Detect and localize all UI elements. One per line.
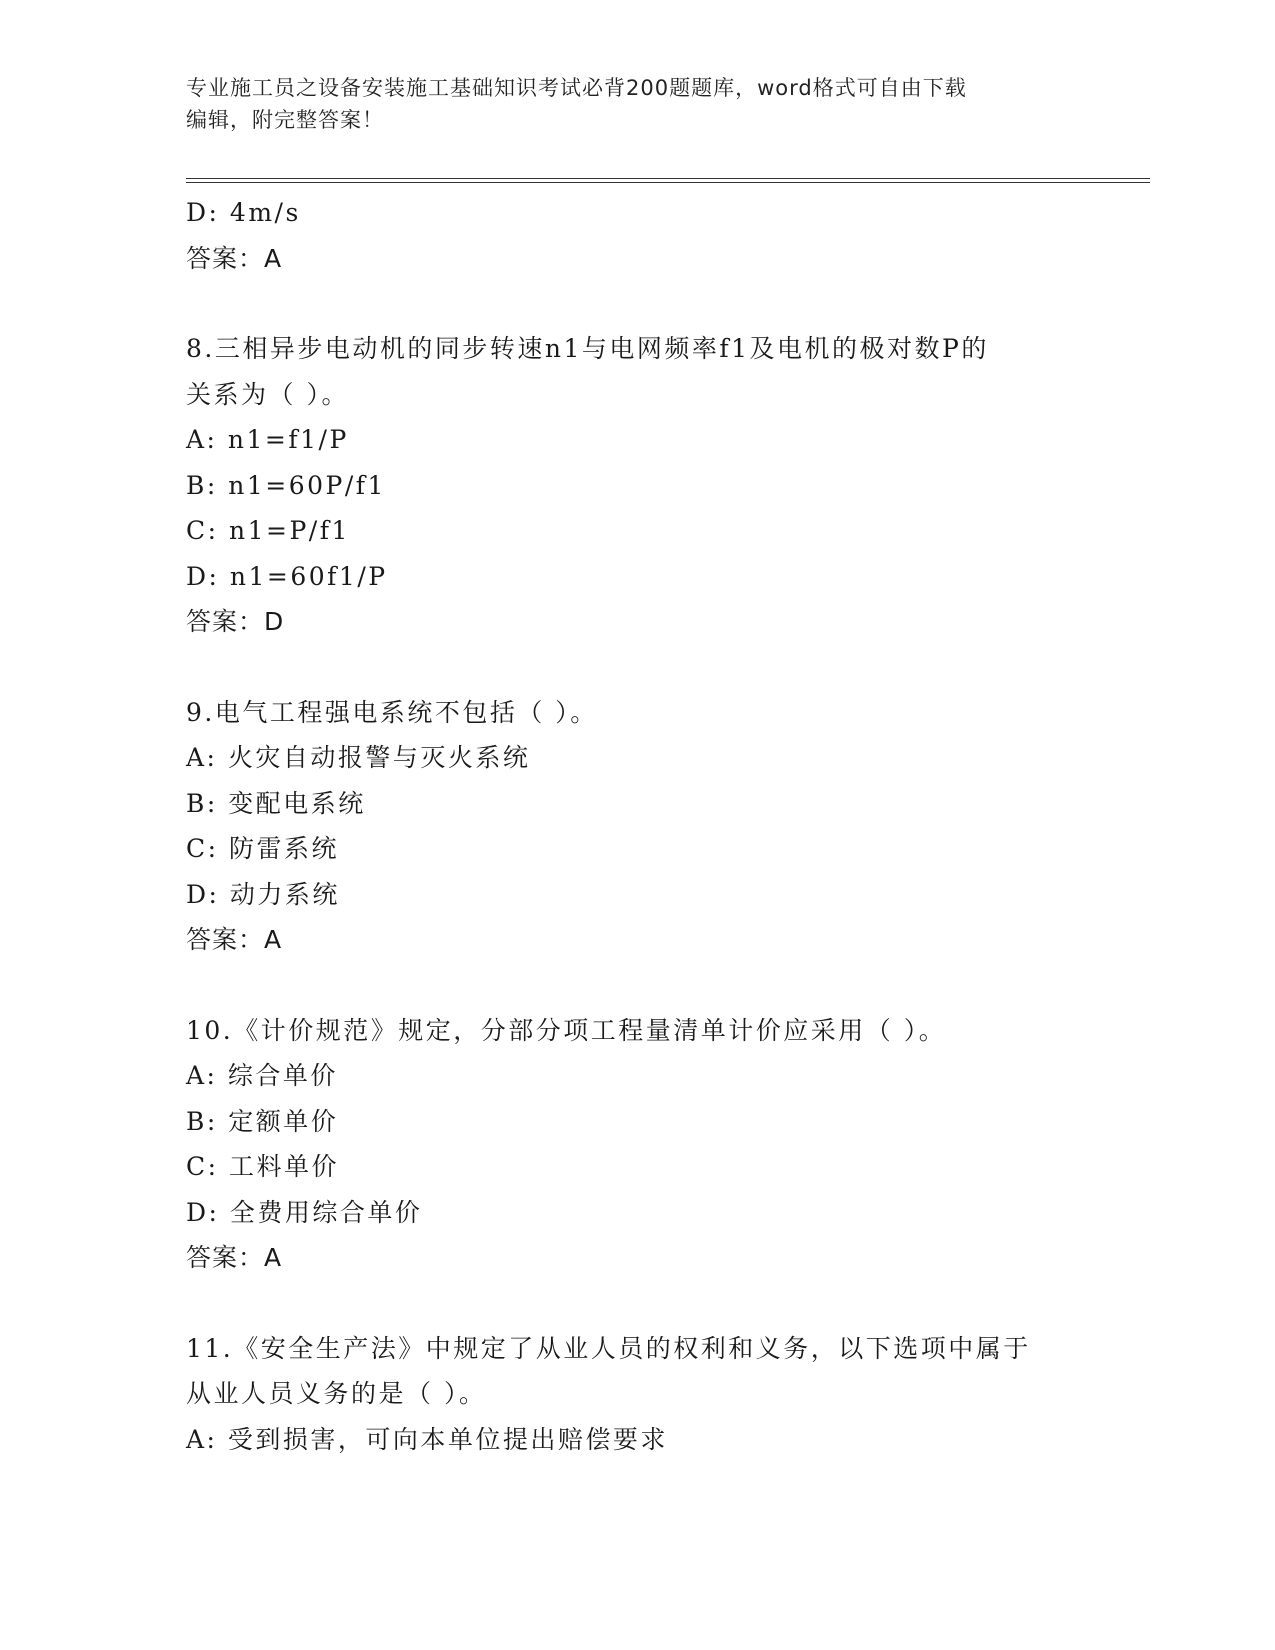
question-8 bbox=[186, 326, 1086, 645]
page-header bbox=[186, 72, 1086, 136]
previous-question-tail bbox=[186, 190, 1086, 281]
question-11 bbox=[186, 1326, 1086, 1463]
option-b: B: 定额单价 bbox=[186, 1106, 339, 1136]
option-d: D: 4m/s bbox=[186, 198, 301, 227]
option-d: D: 全费用综合单价 bbox=[186, 1197, 423, 1227]
option-a: A: n1=f1/P bbox=[186, 425, 349, 454]
header-divider bbox=[186, 178, 1150, 183]
option-c: C: n1=P/f1 bbox=[186, 516, 350, 545]
question-stem: 11.《安全生产法》中规定了从业人员的权利和义务，以下选项中属于 bbox=[186, 1333, 1031, 1363]
option-b: B: n1=60P/f1 bbox=[186, 470, 386, 500]
option-a: A: 受到损害，可向本单位提出赔偿要求 bbox=[186, 1424, 668, 1454]
question-stem-continued: 从业人员义务的是（ ）。 bbox=[186, 1379, 487, 1408]
answer-line: 答案：A bbox=[186, 1243, 283, 1272]
answer-line: 答案：A bbox=[186, 925, 283, 954]
question-stem-continued: 关系为（ ）。 bbox=[186, 379, 349, 409]
option-d: D: n1=60f1/P bbox=[186, 561, 388, 591]
option-c: C: 防雷系统 bbox=[186, 834, 339, 863]
option-d: D: 动力系统 bbox=[186, 879, 340, 909]
header-line-2: 编辑，附完整答案！ bbox=[186, 108, 384, 132]
question-9 bbox=[186, 690, 1086, 963]
answer-line: 答案：A bbox=[186, 243, 283, 273]
option-a: A: 火灾自动报警与灭火系统 bbox=[186, 743, 531, 772]
question-stem: 9.电气工程强电系统不包括（ ）。 bbox=[186, 697, 598, 727]
option-b: B: 变配电系统 bbox=[186, 788, 366, 818]
question-10 bbox=[186, 1008, 1086, 1281]
option-c: C: 工料单价 bbox=[186, 1152, 339, 1181]
header-line-1: 专业施工员之设备安装施工基础知识考试必背200题题库，word格式可自由下载 bbox=[186, 76, 967, 100]
answer-line: 答案：D bbox=[186, 607, 285, 636]
question-list bbox=[186, 190, 1086, 1462]
question-stem: 10.《计价规范》规定，分部分项工程量清单计价应采用（ ）。 bbox=[186, 1015, 947, 1045]
question-stem: 8.三相异步电动机的同步转速n1与电网频率f1及电机的极对数P的 bbox=[186, 334, 989, 363]
option-a: A: 综合单价 bbox=[186, 1061, 338, 1090]
